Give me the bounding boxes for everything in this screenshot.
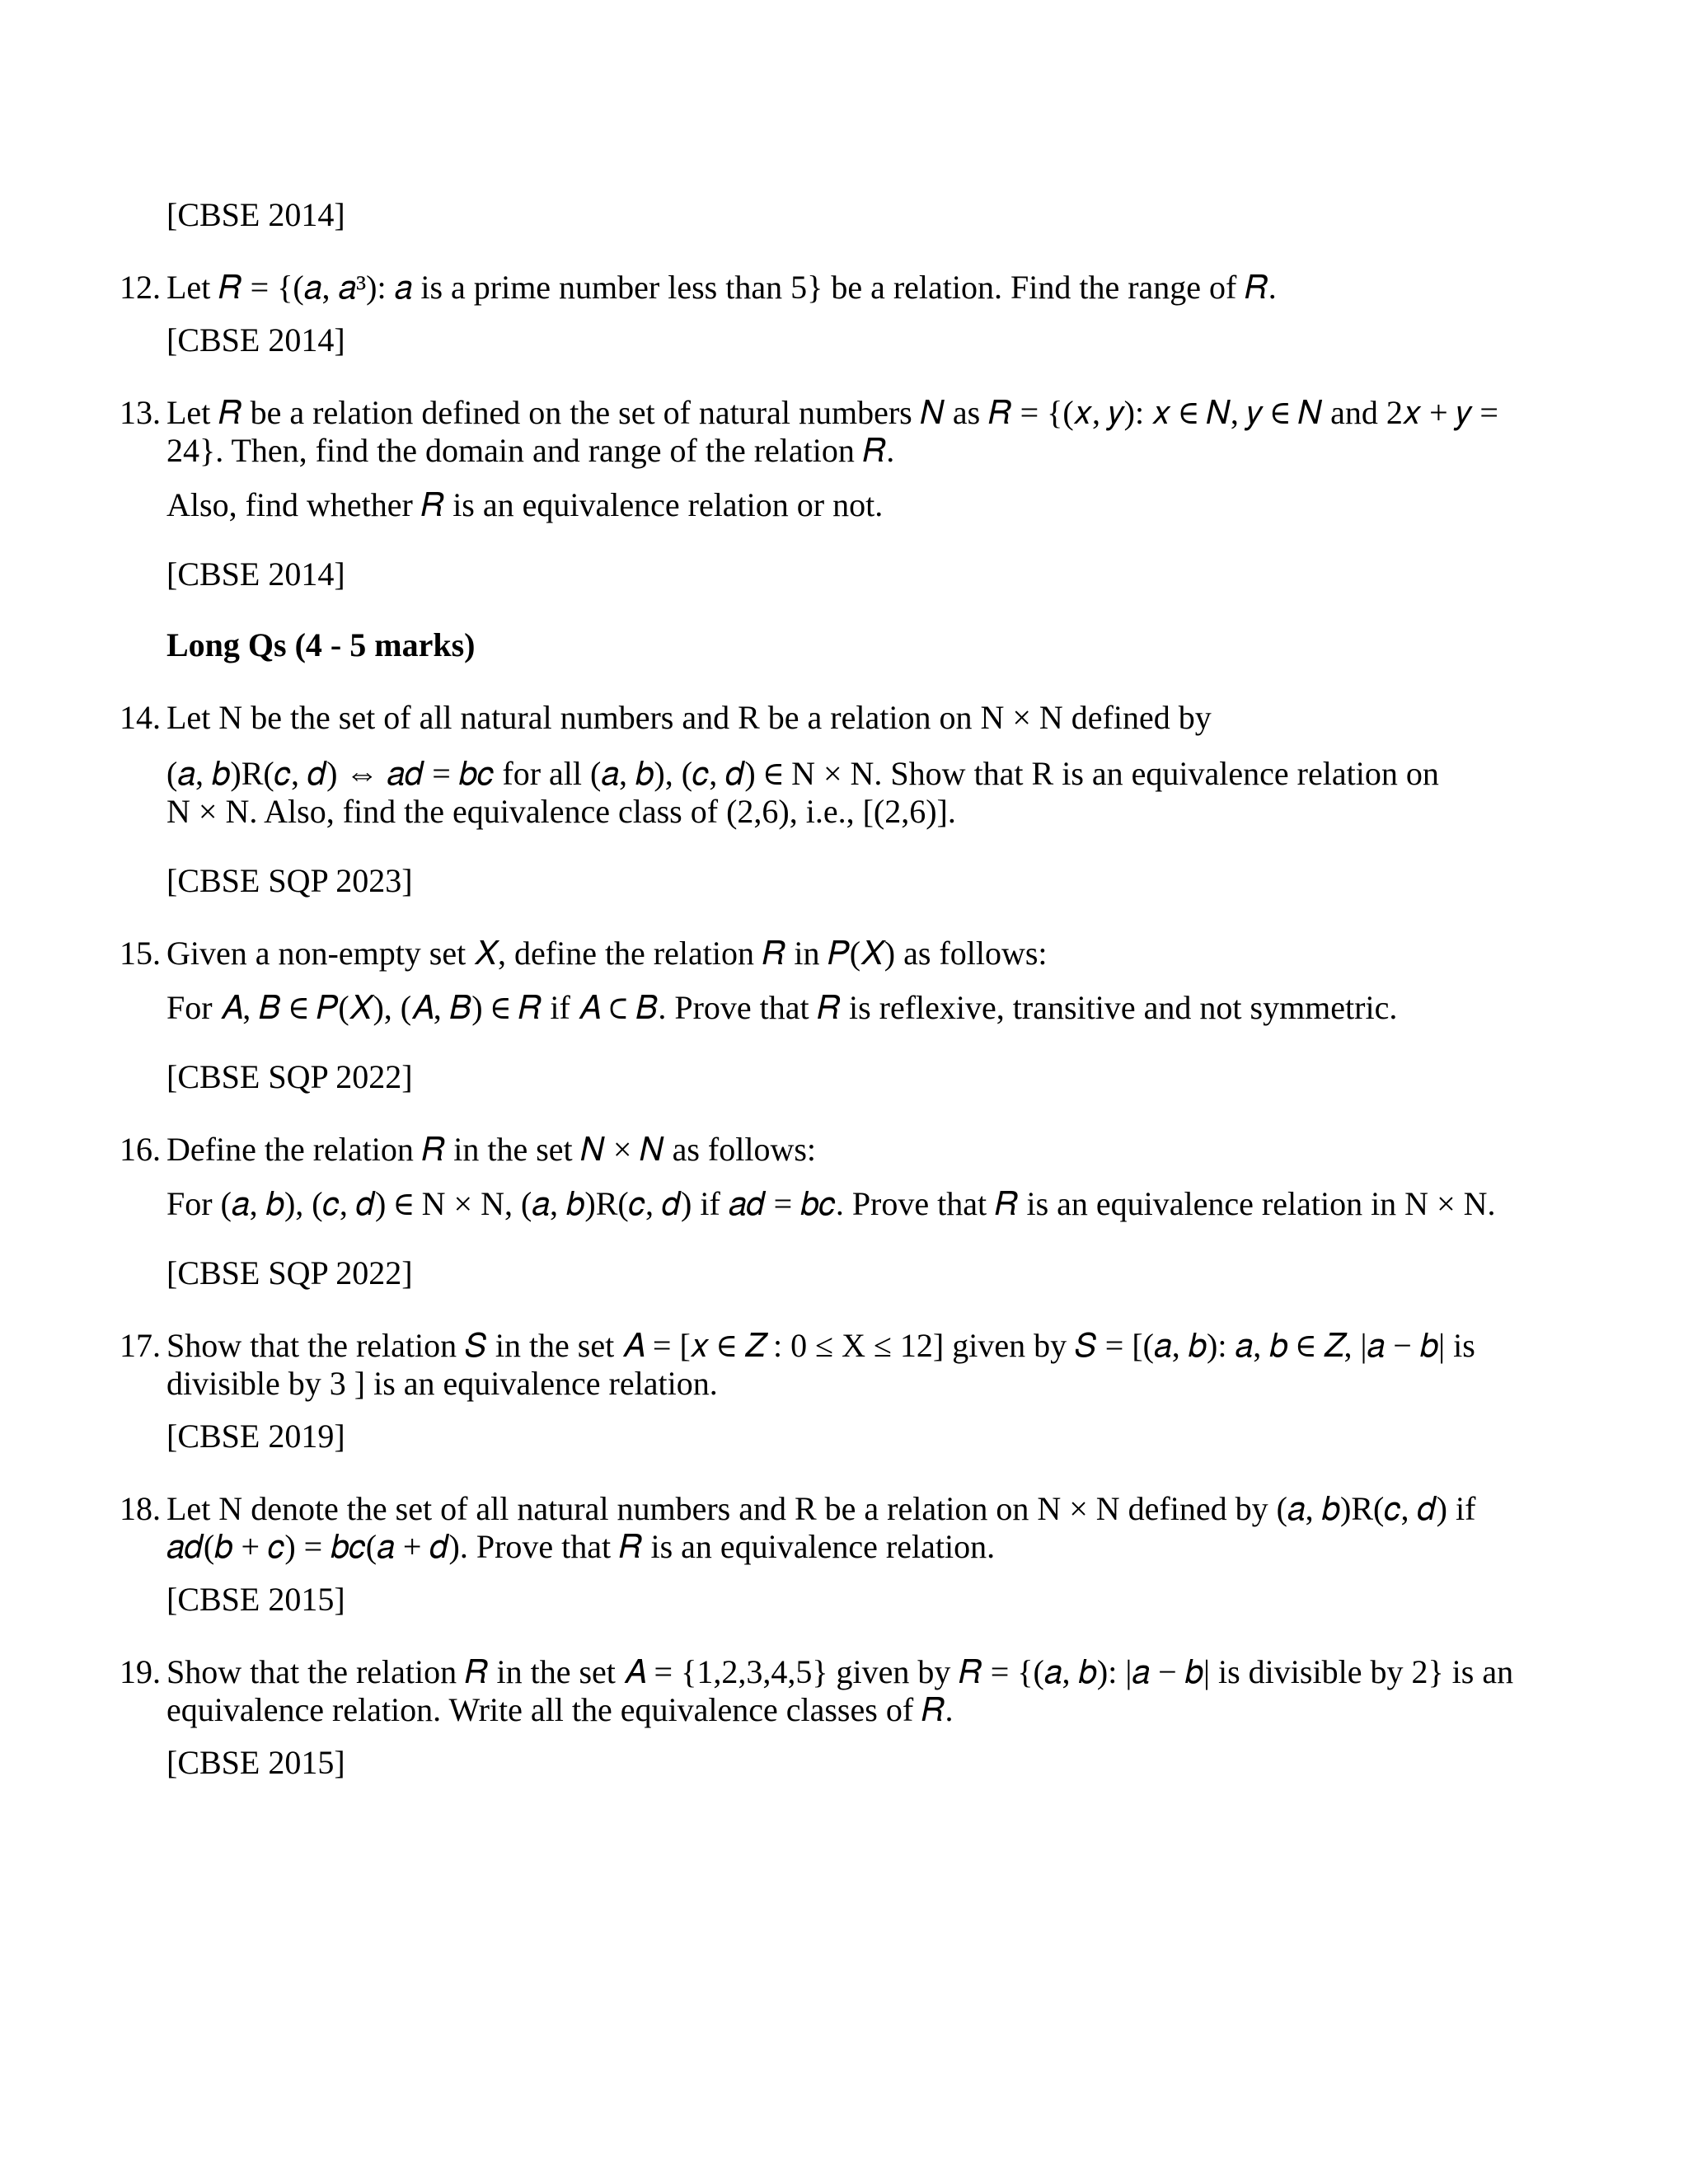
question-number: 16.: [120, 1131, 161, 1168]
question-number: 17.: [120, 1327, 161, 1364]
question-text: N × N. Also, find the equivalence class of (2,6), i.e., [(2,6)].: [166, 793, 956, 830]
question-number: 14.: [120, 699, 161, 736]
question-text: For (𝑎, 𝑏), (𝑐, 𝑑) ∈ N × N, (𝑎, 𝑏)R(𝑐, 𝑑) if 𝑎𝑑 = 𝑏𝑐. Prove that 𝑅 is an equivalence relation in N × N.: [166, 1185, 1496, 1222]
source-reference: [CBSE 2014]: [166, 196, 345, 233]
source-reference: [CBSE SQP 2022]: [166, 1058, 413, 1095]
question-text: Define the relation 𝑅 in the set 𝑁 × 𝑁 as follows:: [166, 1131, 817, 1168]
source-reference: [CBSE 2015]: [166, 1581, 345, 1618]
source-reference: [CBSE SQP 2023]: [166, 862, 413, 899]
question-text: equivalence relation. Write all the equivalence classes of 𝑅.: [166, 1691, 954, 1728]
source-reference: [CBSE 2014]: [166, 321, 345, 359]
question-number: 19.: [120, 1653, 161, 1690]
question-text: Show that the relation 𝑆 in the set 𝐴 = [𝑥 ∈ 𝑍 : 0 ≤ X ≤ 12] given by 𝑆 = [(𝑎, 𝑏): 𝑎, 𝑏 ∈ 𝑍, |𝑎 − 𝑏| is: [166, 1327, 1475, 1364]
question-text: For 𝐴, 𝐵 ∈ 𝑃(𝑋), (𝐴, 𝐵) ∈ 𝑅 if 𝐴 ⊂ 𝐵. Prove that 𝑅 is reflexive, transitive and not symmetric.: [166, 989, 1398, 1026]
section-heading: Long Qs (4 - 5 marks): [166, 626, 476, 663]
question-number: 13.: [120, 394, 161, 431]
question-text: 24}. Then, find the domain and range of the relation 𝑅.: [166, 432, 895, 469]
question-text: Let 𝑅 = {(𝑎, 𝑎³): 𝑎 is a prime number less than 5} be a relation. Find the range of 𝑅.: [166, 269, 1277, 306]
question-text: Given a non-empty set 𝑋, define the relation 𝑅 in 𝑃(𝑋) as follows:: [166, 935, 1048, 972]
question-text: (𝑎, 𝑏)R(𝑐, 𝑑) ⇔ 𝑎𝑑 = 𝑏𝑐 for all (𝑎, 𝑏), (𝑐, 𝑑) ∈ N × N. Show that R is an equivalence relation on: [166, 755, 1439, 792]
source-reference: [CBSE SQP 2022]: [166, 1254, 413, 1291]
source-reference: [CBSE 2019]: [166, 1418, 345, 1455]
source-reference: [CBSE 2015]: [166, 1744, 345, 1781]
question-text: Also, find whether 𝑅 is an equivalence relation or not.: [166, 486, 884, 523]
source-reference: [CBSE 2014]: [166, 555, 345, 593]
question-text: Let 𝑅 be a relation defined on the set of natural numbers 𝑁 as 𝑅 = {(𝑥, 𝑦): 𝑥 ∈ 𝑁, 𝑦 ∈ 𝑁 and 2𝑥 + 𝑦 =: [166, 394, 1498, 431]
question-text: divisible by 3 ] is an equivalence relation.: [166, 1365, 718, 1402]
question-number: 12.: [120, 269, 161, 306]
question-text: Show that the relation 𝑅 in the set 𝐴 = {1,2,3,4,5} given by 𝑅 = {(𝑎, 𝑏): |𝑎 − 𝑏| is divisible by 2} is an: [166, 1653, 1514, 1690]
question-text: Let N denote the set of all natural numbers and R be a relation on N × N defined by (𝑎, 𝑏)R(𝑐, 𝑑) if: [166, 1490, 1476, 1527]
question-text: Let N be the set of all natural numbers and R be a relation on N × N defined by: [166, 699, 1212, 736]
question-number: 15.: [120, 935, 161, 972]
question-text: 𝑎𝑑(𝑏 + 𝑐) = 𝑏𝑐(𝑎 + 𝑑). Prove that 𝑅 is an equivalence relation.: [166, 1528, 996, 1565]
question-number: 18.: [120, 1490, 161, 1527]
